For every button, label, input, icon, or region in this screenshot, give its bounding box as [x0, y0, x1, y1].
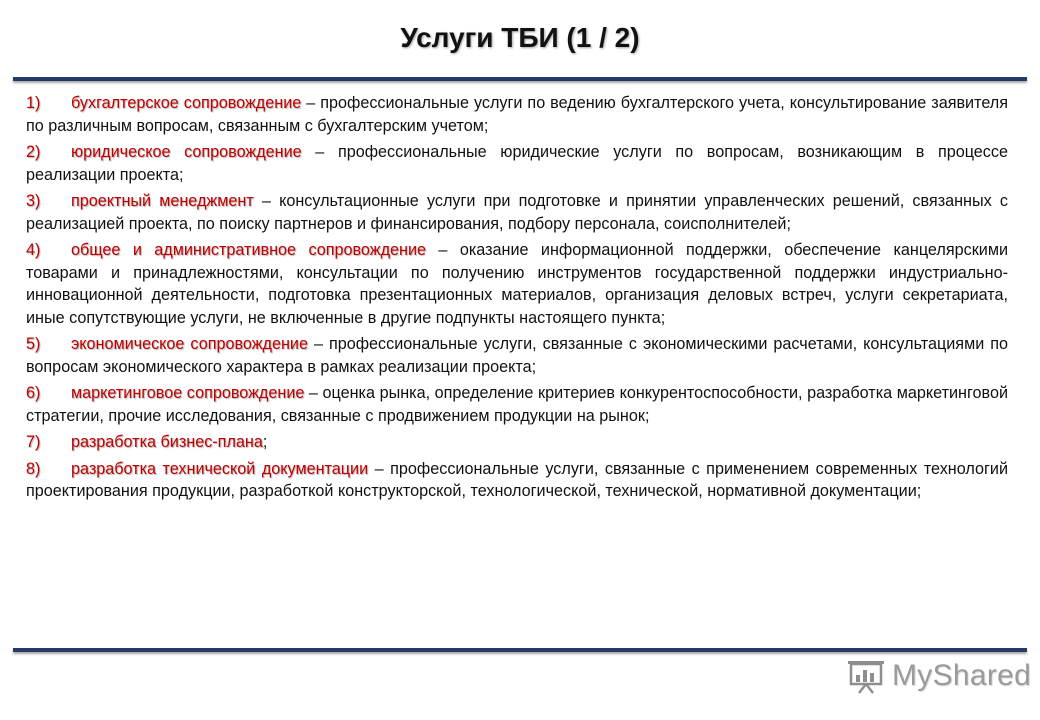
item-number: 4) — [26, 241, 41, 259]
item-text: – профессиональные услуги по ведению бухгалтерского учета, консультирование заявителя по различным вопросам, связанным с бухгалтерским учетом; — [26, 94, 1009, 135]
presentation-chart-icon — [846, 656, 886, 696]
slide-title: Услуги ТБИ (1 / 2) — [400, 22, 640, 53]
list-item — [26, 92, 1008, 137]
item-text: – консультационные услуги при подготовке и принятии управленческих решений, связанных с реализацией проекта, по поиску партнеров и финансирования, подбору персонала, соисполнителей; — [26, 192, 1008, 233]
logo-text: MyShared — [892, 659, 1032, 692]
list-item — [26, 333, 1008, 378]
list-item — [26, 190, 1008, 235]
bottom-divider — [13, 648, 1027, 652]
item-term: разработка технической документации — [71, 459, 369, 478]
top-divider — [13, 77, 1027, 81]
item-term: юридическое сопровождение — [71, 143, 302, 161]
list-item — [26, 431, 1008, 454]
item-number: 5) — [26, 335, 41, 353]
list-item — [26, 239, 1008, 329]
item-text: – профессиональные услуги, связанные с применением современных технологий проектирования продукции, разработкой конструкторской, технологической, технической, нормативной документации; — [26, 459, 1008, 500]
list-item — [26, 382, 1008, 427]
item-number: 3) — [26, 192, 41, 210]
item-term: бухгалтерское сопровождение — [71, 94, 302, 112]
item-text: – оказание информационной поддержки, обеспечение канцелярскими товарами и принадлежностями, консультации по получению инструментов государственной поддержки индустриально-инновационной деятельности, подготовка презентационных материалов, организация деловых встреч, услуги секретариата, иные сопутствующие услуги, не включенные в другие подпункты настоящего пункта; — [26, 241, 1008, 327]
item-term: маркетинговое сопровождение — [71, 384, 305, 402]
item-term: общее и административное сопровождение — [71, 241, 427, 259]
myshared-logo[interactable] — [846, 654, 1031, 698]
item-text: ; — [262, 433, 268, 451]
item-term: разработка бизнес-плана — [71, 433, 263, 451]
item-text: – профессиональные юридические услуги по вопросам, возникающим в процессе реализации проекта; — [26, 143, 1008, 184]
item-number: 6) — [26, 384, 41, 402]
item-term: экономическое сопровождение — [71, 335, 308, 353]
list-item — [26, 141, 1008, 186]
item-text: – профессиональные услуги, связанные с экономическими расчетами, консультациями по вопросам экономического характера в рамках реализации проекта; — [26, 335, 1008, 376]
item-text: – оценка рынка, определение критериев конкурентоспособности, разработка маркетинговой стратегии, прочие исследования, связанные с продвижением продукции на рынок; — [26, 384, 1008, 425]
item-number: 1) — [26, 94, 41, 112]
item-number: 2) — [26, 143, 41, 161]
services-list — [26, 92, 1008, 507]
item-number: 7) — [26, 433, 41, 451]
item-number: 8) — [26, 459, 41, 478]
item-term: проектный менеджмент — [71, 192, 254, 210]
list-item — [26, 458, 1008, 503]
